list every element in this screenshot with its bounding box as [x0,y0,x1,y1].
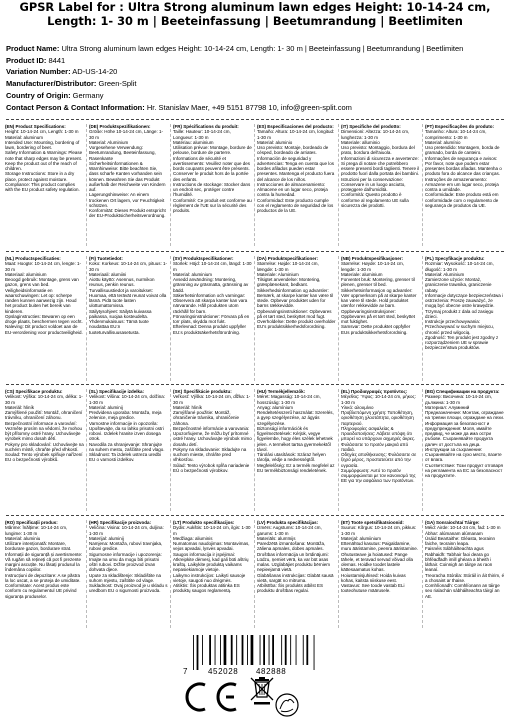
spec-text: Mărime: Înălțime: 10-14-24 cm, lungime: 1-30 m Material: aluminiu Utilizare intenționată: Montare, bordurare gazon, bordurare strat. Informații de siguranță și avertismente: Vă rugăm să rețineți că pot fi prezente margini ascuțite. Nu lăsați produsul la îndemâna copiilor. Instrucțiuni de depozitare: A se păstra la loc uscat, a se proteja de umiditate. Conformitate: Acest produs este conform cu regulamentul UE privind siguranța produselor. [5,525,83,599]
spec-heading: (CS) Specifikace produktu: [5,389,63,394]
spec-text: Størrelse: Høyde: 10-14-24 cm, lengde: 1-30 m Materiale: aluminium Forventet bruk: Montering, grenser til plenen, grenser til bed. Sikkerhetsinformasjon og advarsler: Vær oppmerksom på at skarpe kanter kan være til stede. Hold produktet utenfor rekkevidde av barn. Oppbevaringsinstruksjoner: Oppbevares på et tørt sted, beskyttet mot fuktighet. Samsvar: Dette produktet oppfyller EUs produktsikkerhetsforordning. [341,261,417,335]
spec-cell [339,389,423,511]
spec-heading: (EL) Προδιαγραφές προϊόντος: [341,389,408,394]
footer-graphics [0,635,510,720]
barcode [193,635,315,670]
spec-heading: (DE) Produktspezifikationen: [89,124,151,129]
divider [6,119,504,120]
barcode-bar [251,635,254,665]
spec-cell [3,124,87,246]
barcode-bar [197,635,199,670]
barcode-bar [193,635,194,670]
weee-bin-icon [251,677,273,705]
barcode-bar [306,635,308,665]
barcode-digits-left: 452028 [208,667,239,676]
info-product-name: Product Name: Ultra Strong aluminum lawn edges Height: 10-14-24 cm, Length: 1- 30 m | Beeteinfassung | Beetumrandung | Beetlimiten [6,44,464,53]
spec-text: Méret: Magasság: 10-14-24 cm, hosszúság: 1-30 m Anyag: alumínium Rendeltetésszerű használat: Szerelés, a gyep szegélyezése, az ágyás szegélyezése. Biztonsági információk és figyelmeztetések: Kérjük, vegye figyelembe, hogy éles szélek lehetnek jelen. A terméket tartsa gyermekektől távol. Tárolási utasítások: Száraz helyen tárolja, védje a nedvességtől. Megfelelőség: Ez a termék megfelel az EU termékbiztonsági rendeletének. [257,394,335,473]
spec-cell [255,389,339,511]
spec-text: Velikost: Višina: 10-14-24 cm, dolžina: 1-30 m Material: aluminij Predvidena uporaba: Montaža, meja zelenice, meja gredice. Varnostne informacije in opozorila: Upoštevajte, da so lahko prisotni ostri robovi. Izdelek hranite izven dosega otrok. Navodila za shranjevanje: Shranjujte na suhem mestu, zaščitite pred vlago. Skladnost: Ta izdelek ustreza uredbi EU o varnosti izdelkov. [89,394,165,463]
spec-row-3 [3,389,508,511]
barcode-bar [247,635,248,665]
spec-text: Rozmiar: Wysokość: 10-14-24 cm, długość: 1-30 m Materiał: Aluminium Zamierzone użycie: Montaż, graniczenie trawnika, graniczenie rabaty. Informacje dotyczące bezpieczeństwa i ostrzeżenia: Proszę zauważyć, że mogą być obecne ostre krawędzie. Trzymaj produkt z dala od zasięgu dzieci. Instrukcje przechowywania: Przechowywać w suchym miejscu, chronić przed wilgocią. Zgodność: Ten produkt jest zgodny z rozporządzeniem UE w sprawie bezpieczeństwa produktów. [425,261,504,351]
spec-text: Taille: Hauteur: 10-14-24 cm, Longueur: 1-30 m Matériau: aluminium Utilisation prévue: Montage, bordure de pelouse, bordure de parterre. Informations de sécurité et avertissements: Veuillez noter que des bords coupants peuvent être présents. Conserver le produit hors de la portée des enfants. Instructions de stockage: Stocker dans un endroit sec, protéger contre l'humidité. Conformité: Ce produit est conforme au règlement de l'UE sur la sécurité des produits. [173,129,252,213]
spec-heading: (FR) Spécifications du produit: [173,124,239,129]
spec-heading: (ES) Especificaciones del producto: [257,124,334,129]
spec-heading: (LV) Produkta specifikācijas: [257,520,319,525]
spec-text: Maat: Hoogte: 10-14-24 cm, lengte: 1-30 m Materiaal: aluminium Beoogd gebruik: Montage, grens van gazon, grens van bed. Veiligheidsinformatie en waarschuwingen: Let op: scherpe randen kunnen aanwezig zijn. Houd het product buiten het bereik van kinderen. Opslaginstructies: Bewaren op een droge plaats, beschermen tegen vocht. Naleving: Dit product voldoet aan de EU-verordening voor productveiligheid. [5,261,83,335]
spec-text: Veličina: Visina: 10-14-24 cm, duljina: 1-30 m Materijal: aluminij Namjena: Montaža, rubovi travnjaka, rubovi gredice. Sigurnosne informacije i upozorenja: Imajte na umu da mogu biti prisutni oštri rubovi. Držite proizvod izvan dohvata djece. Upute za skladištenje: Skladištite na suhom mjestu, zaštitite od vlage. Sukladnost: Ovaj proizvod je u skladu s uredbom EU o sigurnosti proizvoda. [89,525,168,594]
spec-text: Veľkosť: Výška: 10-14-24 cm, dĺžka: 1-30 m Materiál: hliník Zamýšľané použitie: Montáž, ohraničenie trávnika, ohraničenie záhona. Bezpečnostné informácie a varovania: Upozorňujeme, že môžu byť prítomné ostré hrany. Uchovávajte výrobok mimo dosahu detí. Pokyny na skladovanie: Skladujte na suchom mieste, chráňte pred vlhkosťou. Súlad: Tento výrobok spĺňa nariadenie EÚ o bezpečnosti výrobkov. [173,394,252,473]
spec-text: Méid: Airde: 10-14-24 cm, fad: 1-30 m Ábhar: alúmanam alúmanam Úsáid Beartaithe: Gléasta, teorainn faiche, teorainn leapa. Faisnéis Sábháilteachta agus Rabhaidh: Tabhair faoi deara go bhféadfadh imill ghéara a bheith i láthair. Coinnigh an táirge as raon leanaí. Treoracha Stórála: Stóráil in áit thirim, é a chosaint ar thaise. Comhlíonadh: Comhlíonann an táirge seo rialachán sábháilteachta táirgí an AE. [425,525,505,599]
barcode-bar [209,635,211,665]
spec-cell [3,256,87,381]
divider [6,515,504,516]
spec-text: Velikost: Výška: 10-14-24 cm, délka: 1-30 m Materiál: hliník Zamýšlené použití: Montáž, ohraničení trávníku, ohraničení záhonu. Bezpečnostní informace a varování: Vezměte prosím na vědomí, že mohou být přítomny ostré hrany. Uchovávejte výrobek mimo dosah dětí. Pokyny pro skladování: Uchovávejte na suchém místě, chraňte před vlhkostí. Soulad: Tento výrobek splňuje nařízení EU o bezpečnosti výrobků. [5,394,84,463]
spec-text: Height: 10-14-24 cm, Length: 1-30 m Material: aluminum Intended Use: Mounting, bordering of lawn, bordering of beet. Safety Information & Warnings: Please note that sharp edges may be present. Keep the product out of the reach of children. Storage Instructions: Store in a dry place, protect against moisture. Compliance: This product complies with the EU product safety regulation. [5,129,83,192]
spec-cell [339,520,423,628]
spec-heading: (LT) Produkto specifikacijos: [173,520,235,525]
spec-text: Izmērs: Augstums: 10-14-24 cm, garums: 1-30 m Materiāls: alumīnijs Paredzētā izmantošana: Montāža, zāliena apmales, dobes apmales. Drošības informācija un brīdinājumi: Lūdzu, ņemiet vērā, ka var būt asas malas. Uzglabājiet produktu bērniem nepieejamā vietā. Glabāšanas instrukcijas: Glabāt sausā vietā, sargāt no mitruma. Atbilstība: Šis produkts atbilst ES produktu drošības regulai. [257,525,334,594]
spec-heading: (NB) Produktspesifikasjoner: [341,256,404,261]
spec-text: Μέγεθος: Ύψος: 10-14-24 cm, μήκος: 1-30 m Υλικό: αλουμίνιο Προβλεπόμενη χρήση: Τοποθέτηση, οριοθέτηση χλοοτάπητα, οριοθέτηση παρτεριού. Πληροφορίες ασφαλείας & προειδοποιήσεις: Λάβετε υπόψη ότι μπορεί να υπάρχουν αιχμηρές άκρες. Φυλάσσετε το προϊόν μακριά από παιδιά. Οδηγίες αποθήκευσης: Φυλάσσετε σε ξηρό μέρος, προστατεύετε από την υγρασία. Συμμόρφωση: Αυτό το προϊόν συμμορφώνεται με τον κανονισμό της ΕΕ για την ασφάλεια των προϊόντων. [341,394,417,484]
spec-cell [339,124,423,246]
spec-cell [339,256,423,381]
barcode-bar [285,635,287,665]
spec-heading: (IT) Specifiche del prodotto: [341,124,401,129]
spec-text: Tamaño: Altura: 10-14-24 cm, longitud: 1-30 m Material: aluminio Uso previsto: Montaje, bordeado de césped, bordeado de arriates. Información de seguridad y advertencias: Tenga en cuenta que los bordes afilados pueden estar presentes. Mantenga el producto fuera del alcance de los niños. Instrucciones de almacenamiento: Almacene en un lugar seco, proteja contra la humedad. Conformidad: Este producto cumple con el reglamento de seguridad de los productos de la UE. [257,129,335,213]
spec-cell [255,124,339,246]
barcode-bar [202,635,203,665]
barcode-bar [272,635,274,665]
spec-cell [3,520,87,628]
spec-row-2 [3,256,508,381]
spec-heading: (BG) Спецификации на продукта: [425,389,500,394]
barcode-bar [314,635,315,670]
spec-heading: (ET) Toote spetsifikatsioonid: [341,520,404,525]
spec-text: Storlek: Höjd: 10-14-24 cm, längd: 1-30 m Material: aluminium Avsedd användning: Montering, gränsning av gräsmatta, gränsning av bädd. Säkerhetsinformation och varningar: Observera att skarpa kanter kan vara närvarande. Håll produkten utom räckhåll för barn. Förvaringsinstruktioner: Förvara på en torr plats, skydda mot fukt. Efterlevnad: Denna produkt uppfyller EU:s produktsäkerhetsförordning. [173,261,252,335]
spec-text: Suurus: Kõrgus: 10-14-24 cm, pikkus: 1-30 m Materjal: alumiinium Ettenähtud kasutus: Paigaldamine, muru ääristamine, peenra ääristamine. Ohutusteave ja hoiatused: Pange tähele, et teravad servad võivad olla olemas. Hoidke toodet lastele kättesaamatus kohas. Hoiustamisjuhised: Hoida kuivas kohas, kaitsta niiskuse eest. Vastavus: See toode vastab ELi tooteohutuse määrusele. [341,525,419,594]
spec-cell [171,256,255,381]
spec-cell [3,389,87,511]
barcode-bar [303,635,304,665]
barcode-bar [260,635,261,665]
barcode-bar [215,635,216,665]
barcode-bar [269,635,270,665]
spec-cell [171,520,255,628]
spec-heading: (DA) Produktspecifikationer: [257,256,319,261]
spec-cell [87,520,171,628]
spec-cell [423,256,507,381]
hands-symbol-icon [276,694,298,716]
info-country-of-origin: Country of Origin: Germany [6,90,104,100]
spec-heading: (EN) Product Specifications: [5,124,66,129]
spec-cell [423,389,507,511]
info-product-id: Product ID: 8441 [6,55,66,65]
spec-text: Koko: Korkeus: 10-14-24 cm, pituus: 1-30 m Materiaali: alumiini Aiottu käyttö: Asennus, nurmikon reunus, penkin reunus. Turvallisuustiedot ja varoitukset: Huomaa, että terävät reunat voivat olla läsnä. Pidä tuote lasten ulottumattomissa. Säilytysohjeet: Säilytä kuivassa paikassa, suojaa kosteudelta. Yhdenmukaisuus: Tämä tuote noudattaa EU:n tuoteturvallisuusasetusta. [89,261,168,335]
spec-heading: (SL) Specifikacije izdelka: [89,389,145,394]
spec-heading: (HU) Termékjellemzők: [257,389,306,394]
spec-cell [87,389,171,511]
barcode-digits-right: 482888 [256,667,287,676]
spec-cell [255,520,339,628]
spec-heading: (NL) Productspecificaties: [5,256,61,261]
barcode-bar [242,635,244,665]
info-contact: Contact Person & Contact Information: Hr. Stanislav Maer, +49 5151 87798 10, info@green-split.com [6,102,352,112]
barcode-bar [220,635,221,665]
spec-heading: (PL) Specyfikacje produktu: [425,256,485,261]
spec-cell [171,124,255,246]
info-variation-number: Variation Number: AD-US-14-20 [6,67,118,77]
barcode-digit-first: 7 [183,667,188,676]
spec-text: Størrelse: Højde: 10-14-24 cm, længde: 1-30 m Materiale: Aluminium Tilsigtet anvendelse: Montering, græsplænekant, bedkant. Sikkerhedsinformation og advarsler: Bemærk, at skarpe kanter kan være til stede. Opbevar produktet uden for børns rækkevidde. Opbevaringsinstruktioner: Opbevares på et tørt sted, beskyttet mod fugt. Overholdelse: Dette produkt overholder EU's produktsikkerhedsforordning. [257,261,336,330]
spec-heading: (RO) Specificații produs: [5,520,58,525]
spec-heading: (PT) Especificações do produto: [425,124,495,129]
product-info [6,43,506,113]
spec-row-1 [3,124,508,246]
spec-heading: (FI) Tuotetiedot: [89,256,123,261]
barcode-bar [231,635,233,665]
info-manufacturer: Manufacturer/Distributor: Green-Split [6,79,137,89]
spec-cell [171,389,255,511]
spec-text: Dydis: Aukštis: 10-14-24 cm, ilgis: 1-30 m Medžiaga: aliuminis Numatomas naudojimas: Montavimas, vejos apvadai, lysvės apvadai. Saugos informacija ir įspėjimai: Atkreipkite dėmesį, kad gali būti aštrių kraštų. Laikykite produktą vaikams nepasiekiamoje vietoje. Laikymo instrukcijos: Laikyti sausoje vietoje, saugoti nuo drėgmės. Atitiktis: Šis produktas atitinka ES produktų saugos reglamentą. [173,525,251,594]
spec-row-4 [3,520,508,628]
spec-text: Tamanho: Altura: 10-14-24 cm, comprimento: 1-30 m Material: alumínio Uso pretendido: Montagem, borda de gramado, borda de canteiro. Informações de segurança e avisos: Por favor, note que podem estar presentes bordas afiadas. Mantenha o produto fora do alcance das crianças. Instruções de armazenamento: Armazene em um lugar seco, proteja contra a umidade. Conformidade: Este produto está em conformidade com o regulamento de segurança de produtos da UE. [425,129,502,208]
divider [6,384,504,385]
divider [6,251,504,252]
barcode-bar [290,635,291,665]
spec-heading: (SK) Špecifikácie produktu: [173,389,232,394]
spec-text: Размер: Височина: 10-14-24 cm, дължина: 1-30 m Материал: Алуминий Предназначение: Монтаж, ограждане на тревни площи, ограждане на лехи. Информация за безопасност и предупреждения: Моля, имайте предвид, че може да има остри ръбове. Съхранявайте продукта далеч от достъпа на деца. Инструкции за съхранение: Съхранявайте на сухо място, пазете от влага. Съответствие: Този продукт отговаря на регламента на ЕС за безопасност на продуктите. [425,394,505,478]
spec-heading: (SV) Produktspecifikationer: [173,256,234,261]
barcode-bar [224,635,227,665]
barcode-bar [296,635,297,665]
spec-text: Dimensioni: Altezza: 10-14-24 cm, lunghezza: 1-30 m Materiale: alluminio Uso previsto: Montaggio, bordura del prato, bordura dell'aiuola. Informazioni di sicurezza e avvertenze: Si prega di notare che potrebbero essere presenti bordi taglienti. Tenere il prodotto fuori dalla portata dei bambini. Istruzioni per la conservazione: Conservare in un luogo asciutto, proteggere dall'umidità. Conformità: Questo prodotto è conforme al regolamento UE sulla sicurezza dei prodotti. [341,129,420,208]
spec-text: Größe: Höhe 10-14-24 cm, Länge: 1-30 m Material: Aluminium Vorgesehene Verwendung: Beetumrandung, Beeteinfassung, Rasenkante Sicherheitsinformationen & Warnhinweise: Bitte beachten Sie, dass scharfe Kanten vorhanden sein können. Bewahren Sie das Produkt außerhalb der Reichweite von Kindern auf. Lagerungshinweise: An einem trockenen Ort lagern, vor Feuchtigkeit schützen. Konformität: Dieses Produkt entspricht der EU-Produktsicherheitsverordnung. [89,129,166,219]
barcode-bar [263,635,265,665]
label-title: GPSR Label for : Ultra Strong aluminum lawn edges Height: 10-14-24 cm, Length: 1- 30 m | Beeteinfassung | Beetumrandung | Beetlimiten [19,0,491,29]
spec-heading: (HR) Specifikacije proizvoda: [89,520,152,525]
spec-cell [87,256,171,381]
spec-cell [423,124,507,246]
spec-cell [423,520,507,628]
spec-heading: (GA) Sonraíochtaí Táirge: [425,520,480,525]
label-footer [0,635,510,720]
barcode-bar [236,635,237,665]
spec-cell [87,124,171,246]
spec-cell [255,256,339,381]
barcode-bar [281,635,282,665]
ce-mark-icon [187,684,236,710]
